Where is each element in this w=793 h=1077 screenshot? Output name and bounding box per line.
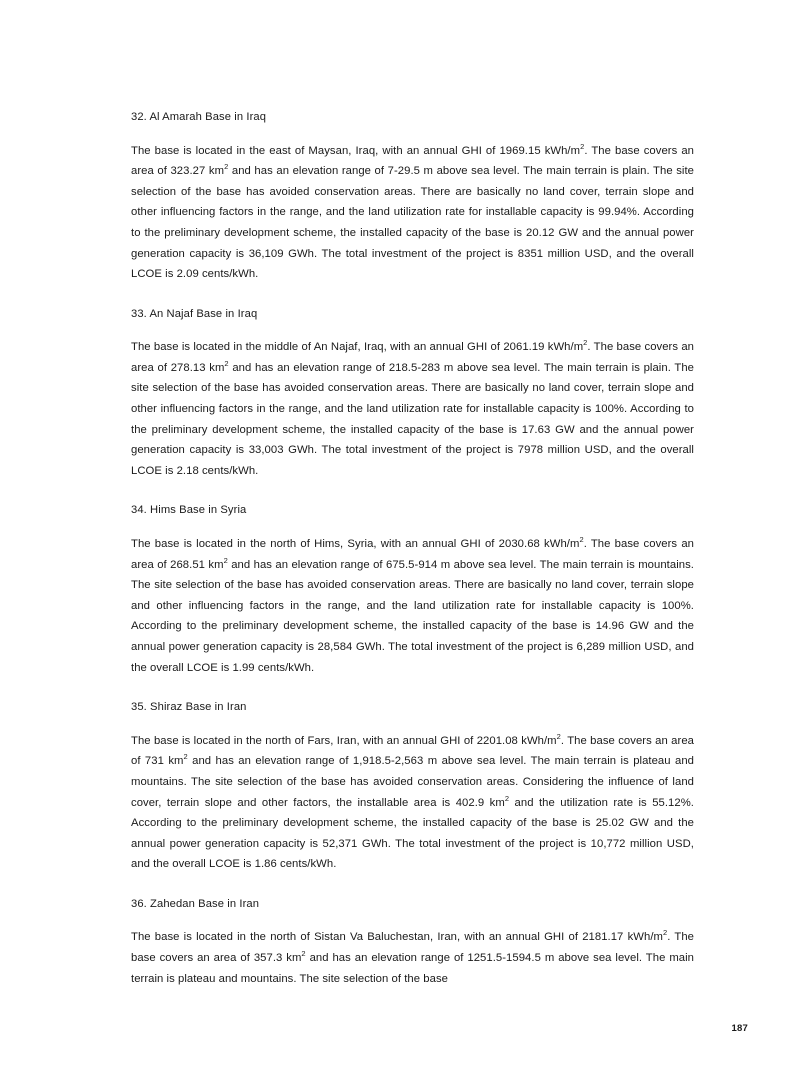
section-paragraph-35: The base is located in the north of Fars, Iran, with an annual GHI of 2201.08 kWh/$m^2$. The base covers an area of 731 $km^2$ and has an elevation range of 1,918.5-2,563 m above sea level. The main terrain is plateau and mountains. The site selection of the base has avoided conservation areas. Considering the influence of land cover, terrain slope and other factors, the installable area is 402.9 $km^2$ and the utilization rate is 55.12%. According to the preliminary development scheme, the installed capacity of the base is 25.02 GW and the annual power generation capacity is 52,371 GWh. The total investment of the project is 10,772 million USD, and the overall LCOE is 1.86 cents/kWh.	[131, 731, 695, 871]
section-paragraph-32: The base is located in the east of Maysan, Iraq, with an annual GHI of 1969.15 kWh/$m^2$. The base covers an area of 323.27 $km^2$ and has an elevation range of 7-29.5 m above sea level. The main terrain is plain. The site selection of the base has avoided conservation areas. There are basically no land cover, terrain slope and other influencing factors in the range, and the land utilization rate for installable capacity is 99.94%. According to the preliminary development scheme, the installed capacity of the base is 20.12 GW and the annual power generation capacity is 36,109 GWh. The total investment of the project is 8351 million USD, and the overall LCOE is 2.09 cents/kWh.	[131, 141, 694, 281]
section-heading-36: 36. Zahedan Base in Iran	[131, 897, 260, 910]
section-paragraph-33: The base is located in the middle of An Najaf, Iraq, with an annual GHI of 2061.19 kWh/$m^2$. The base covers an area of 278.13 $km^2$ and has an elevation range of 218.5-283 m above sea level. The main terrain is plain. The site selection of the base has avoided conservation areas. There are basically no land cover, terrain slope and other influencing factors in the range, and the land utilization rate for installable capacity is 100%. According to the preliminary development scheme, the installed capacity of the base is 17.63 GW and the annual power generation capacity is 33,003 GWh. The total investment of the project is 7978 million USD, and the overall LCOE is 2.18 cents/kWh.	[131, 338, 695, 477]
section-heading-35: 35. Shiraz Base in Iran	[131, 701, 247, 714]
section-heading-33: 33. An Najaf Base in Iraq	[131, 307, 258, 320]
section-paragraph-34: The base is located in the north of Hims, Syria, with an annual GHI of 2030.68 kWh/$m^2$. The base covers an area of 268.51 $km^2$ and has an elevation range of 675.5-914 m above sea level. The main terrain is mountains. The site selection of the base has avoided conservation areas. There are basically no land cover, terrain slope and other influencing factors in the range, and the land utilization rate for installable capacity is 100%. According to the preliminary development scheme, the installed capacity of the base is 14.96 GW and the annual power generation capacity is 28,584 GWh. The total investment of the project is 6,289 million USD, and the overall LCOE is 1.99 cents/kWh.	[131, 535, 694, 674]
page-number: 187	[731, 1023, 748, 1034]
section-heading-34: 34. Hims Base in Syria	[131, 504, 247, 517]
page-content	[131, 110, 694, 989]
section-heading-32: 32. Al Amarah Base in Iraq	[131, 111, 267, 123]
section-paragraph-36: The base is located in the north of Sistan Va Baluchestan, Iran, with an annual GHI of 2181.17 kWh/$m^2$. The base covers an area of 357.3 $km^2$ and has an elevation range of 1251.5-1594.5 m above sea level. The main terrain is plateau and mountains. The site selection of the base	[131, 928, 694, 985]
